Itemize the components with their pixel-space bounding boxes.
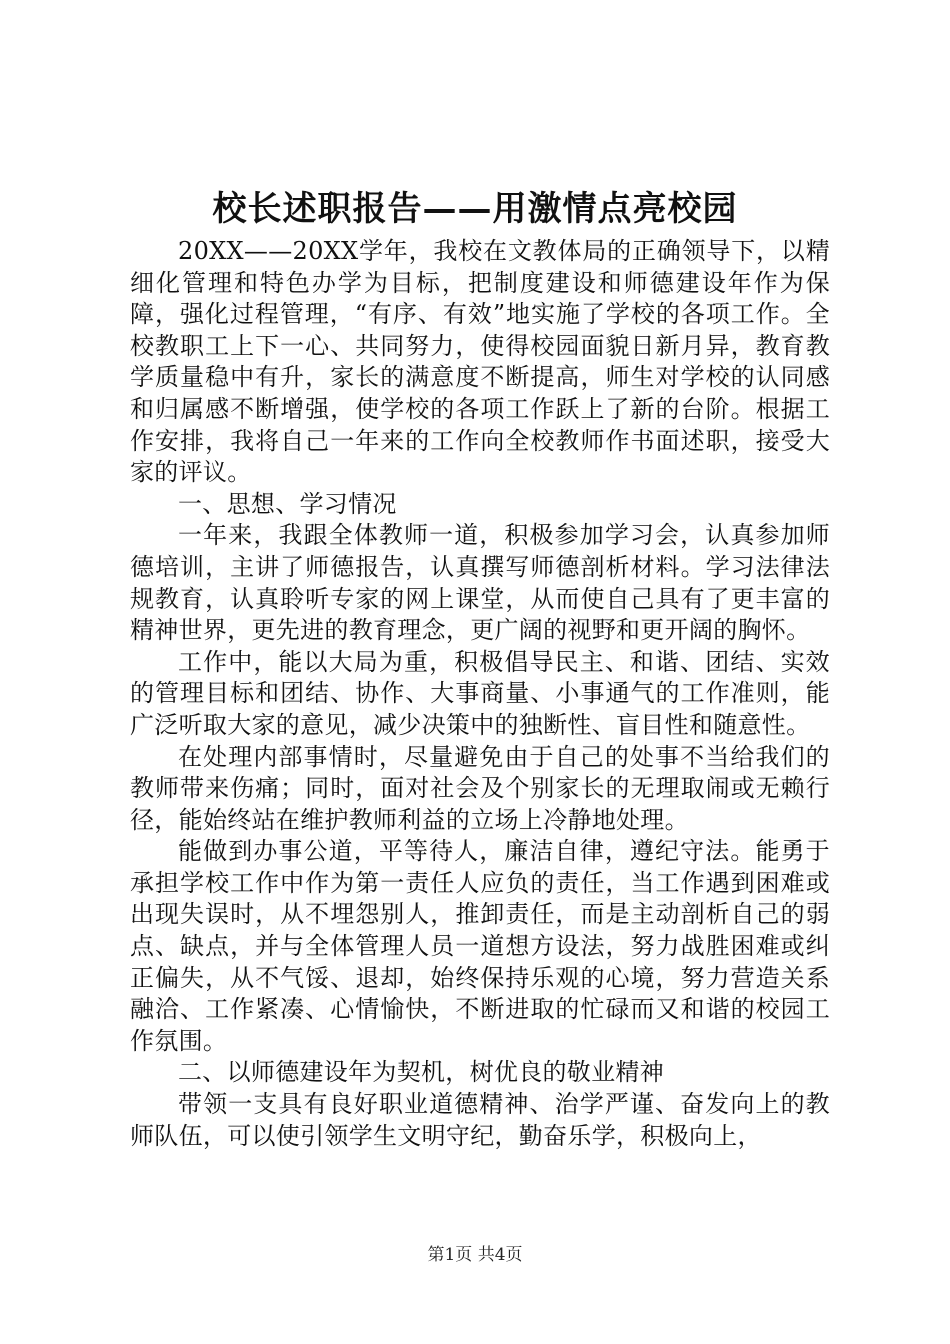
page-number-footer: 第1页 共4页 (427, 1245, 523, 1265)
section-heading-1: 一、思想、学习情况 (178, 489, 397, 518)
paragraph-study: 一年来，我跟全体教师一道，积极参加学习会，认真参加师德培训，主讲了师德报告，认真撰写师德剖析材料。学习法律法规教育，认真聆听专家的网上课堂，从而使自己具有了更丰富的精神世界，更先进的教育理念，更广阔的视野和更开阔的胸怀。 (130, 521, 830, 645)
document-title: 校长述职报告——用激情点亮校园 (212, 189, 738, 229)
paragraph-intro: 20XX——20XX学年，我校在文教体局的正确领导下，以精细化管理和特色办学为目标，把制度建设和师德建设年作为保障，强化过程管理，“有序、有效”地实施了学校的各项工作。全校教职工上下一心、共同努力，使得校园面貌日新月异，教育教学质量稳中有升，家长的满意度不断提高，师生对学校的认同感和归属感不断增强，使学校的各项工作跃上了新的台阶。根据工作安排，我将自己一年来的工作向全校教师作书面述职，接受大家的评议。 (130, 237, 830, 487)
paragraph-internal-affairs: 在处理内部事情时，尽量避免由于自己的处事不当给我们的教师带来伤痛；同时，面对社会及个别家长的无理取闹或无赖行径，能始终站在维护教师利益的立场上冷静地处理。 (130, 742, 830, 834)
paragraph-team: 带领一支具有良好职业道德精神、治学严谨、奋发向上的教师队伍，可以使引领学生文明守纪，勤奋乐学，积极向上， (130, 1090, 830, 1150)
paragraph-work: 工作中，能以大局为重，积极倡导民主、和谐、团结、实效的管理目标和团结、协作、大事商量、小事通气的工作准则，能广泛听取大家的意见，减少决策中的独断性、盲目性和随意性。 (130, 647, 830, 739)
document-body (130, 236, 830, 1152)
section-heading-2: 二、以师德建设年为契机，树优良的敬业精神 (178, 1058, 664, 1087)
paragraph-integrity: 能做到办事公道，平等待人，廉洁自律，遵纪守法。能勇于承担学校工作中作为第一责任人应负的责任，当工作遇到困难或出现失误时，从不埋怨别人，推卸责任，而是主动剖析自己的弱点、缺点，并与全体管理人员一道想方设法，努力战胜困难或纠正偏失，从不气馁、退却，始终保持乐观的心境，努力营造关系融洽、工作紧凑、心情愉快，不断进取的忙碌而又和谐的校园工作氛围。 (130, 837, 830, 1055)
